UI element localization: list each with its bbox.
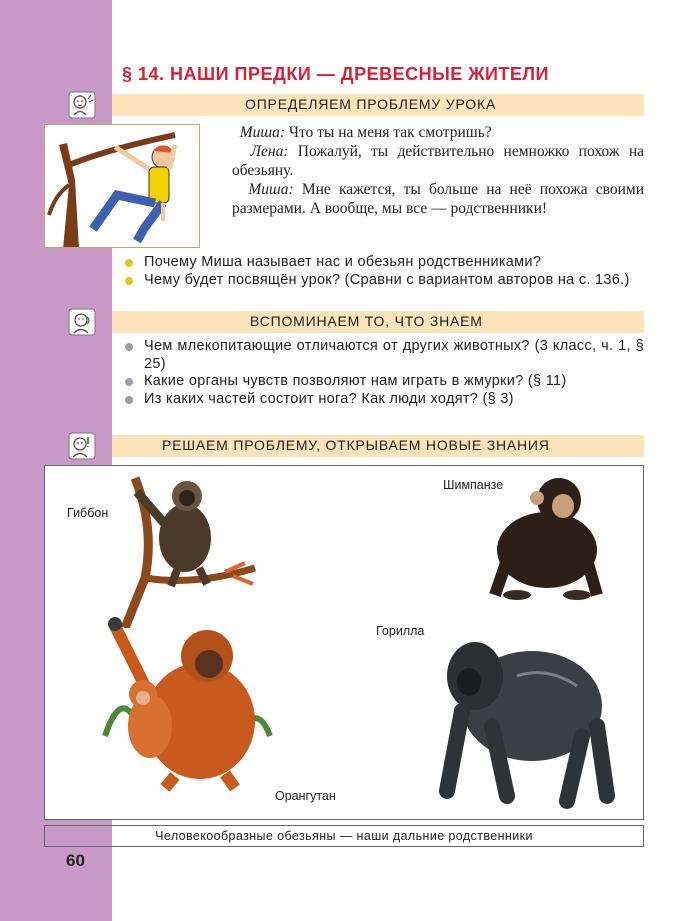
dialogue-text: Мне кажется, ты больше на неё похожа своими размерами. А вообще, мы все — родственники!: [232, 181, 644, 217]
question-item: [122, 391, 644, 409]
orangutan-picture: [85, 616, 275, 791]
remembering-child-icon: [68, 308, 96, 336]
figure-caption: Человекообразные обезьяны — наши дальние родственники: [44, 825, 644, 847]
recall-heading: ВСПОМИНАЕМ ТО, ЧТО ЗНАЕМ: [250, 313, 483, 329]
dialogue-text: Что ты на меня так смотришь?: [285, 124, 492, 141]
lesson-title: § 14. НАШИ ПРЕДКИ — ДРЕВЕСНЫЕ ЖИТЕЛИ: [122, 64, 549, 84]
question-item: [122, 272, 644, 290]
page-number: 60: [66, 851, 85, 870]
problem-heading: ОПРЕДЕЛЯЕМ ПРОБЛЕМУ УРОКА: [245, 96, 497, 112]
recall-questions: [122, 338, 644, 408]
problem-heading-band: [112, 94, 644, 116]
speaker-name: Лена:: [250, 143, 289, 160]
bullet-icon: [125, 396, 133, 404]
question-text: Чему будет посвящён урок? (Сравни с вариантом авторов на с. 136.): [144, 271, 630, 288]
solve-heading: РЕШАЕМ ПРОБЛЕМУ, ОТКРЫВАЕМ НОВЫЕ ЗНАНИЯ: [162, 437, 550, 453]
gorilla-picture: [417, 616, 617, 811]
gibbon-picture: [115, 468, 265, 628]
question-text: Почему Миша называет нас и обезьян родственниками?: [144, 254, 542, 270]
orangutan-label: Орангутан: [275, 789, 336, 803]
question-text: Из каких частей состоит нога? Как люди ходят? (§ 3): [144, 390, 514, 407]
dialogue: [232, 123, 644, 218]
speaker-name: Миша:: [248, 181, 294, 198]
question-item: [122, 373, 644, 391]
chimpanzee-label: Шимпанзе: [443, 478, 504, 492]
gibbon-label: Гиббон: [67, 506, 109, 520]
boy-hanging-picture: [45, 125, 200, 248]
bullet-icon: [125, 277, 133, 285]
question-text: Чем млекопитающие отличаются от других животных? (3 класс, ч. 1, § 25): [144, 338, 644, 372]
thinking-child-icon: [68, 91, 96, 119]
misha-on-branch-illustration: [44, 124, 200, 248]
dialogue-text: Пожалуй, ты действительно немножко похож на обезьяну.: [232, 143, 645, 179]
problem-questions: [122, 254, 644, 289]
question-item: [122, 338, 644, 373]
discovering-child-icon: [68, 432, 96, 460]
question-text: Какие органы чувств позволяют нам играть в жмурки? (§ 11): [144, 373, 567, 389]
dialogue-line: [232, 180, 644, 218]
bullet-icon: [125, 259, 133, 267]
question-item: [122, 254, 644, 272]
dialogue-line: [232, 142, 644, 180]
gorilla-label: Горилла: [376, 624, 425, 638]
bullet-icon: [125, 378, 133, 386]
apes-figure: [44, 465, 644, 820]
solve-heading-band: [112, 435, 644, 457]
speaker-name: Миша:: [239, 124, 286, 141]
dialogue-line: [232, 123, 644, 142]
bullet-icon: [125, 343, 133, 351]
recall-heading-band: [112, 311, 644, 333]
